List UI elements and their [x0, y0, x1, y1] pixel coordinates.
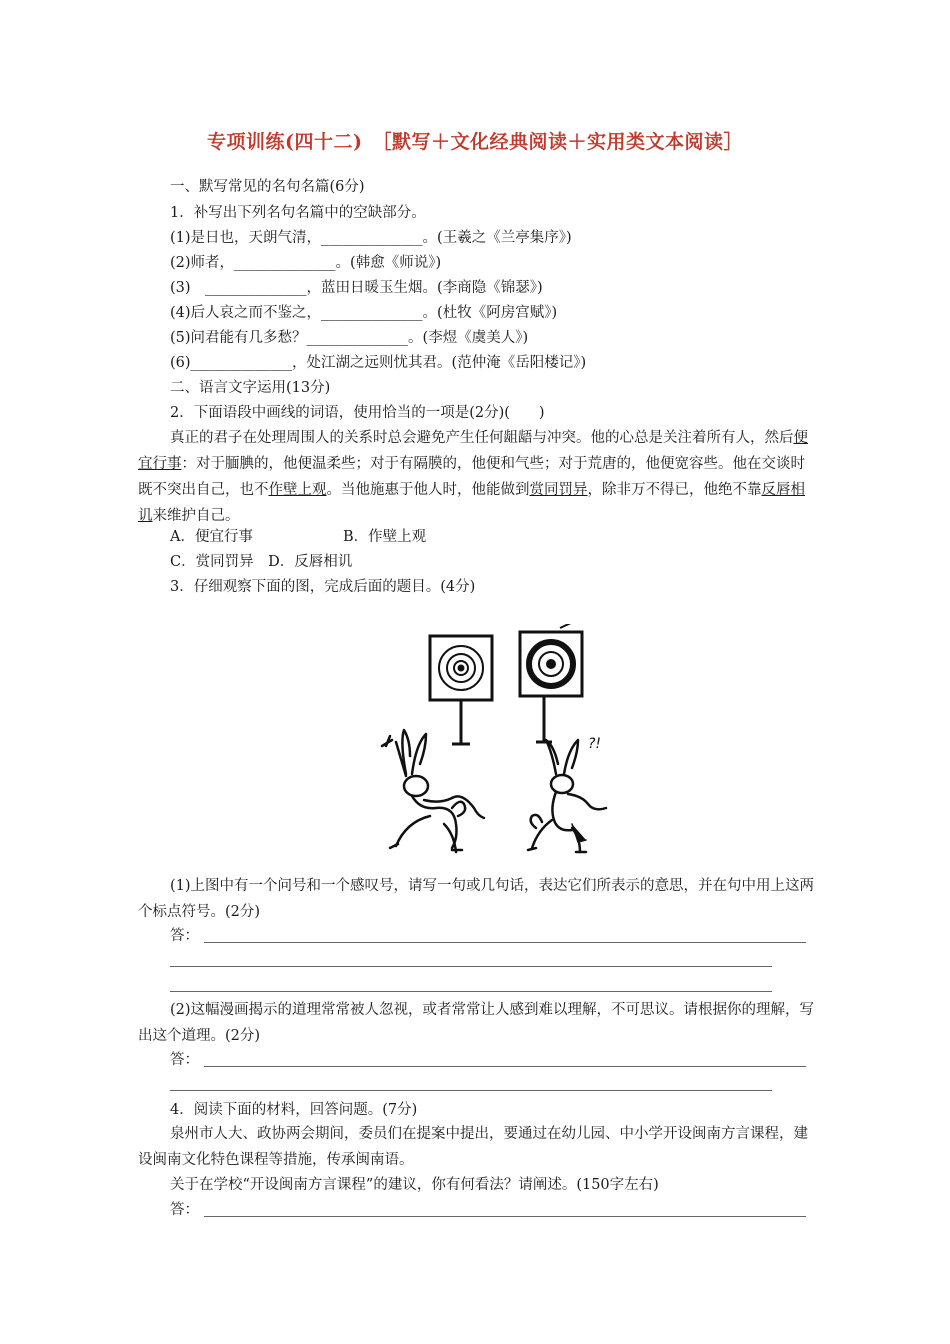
answer-line[interactable] — [170, 1090, 772, 1091]
passage-text-2: ：对于腼腆的，他便温柔些；对于有隔膜的，他便和气些；对于荒唐的，他便宽容些。他在交谈时既不突出自己，也不 — [138, 456, 805, 498]
rabbit-archer-right-icon — [528, 736, 606, 852]
q4-material — [138, 1121, 816, 1173]
answer-line[interactable] — [204, 1066, 806, 1067]
q4-material-text: 泉州市人大、政协两会期间，委员们在提案中提出，要通过在幼儿园、中小学开设闽南方言课程，建设闽南文化特色课程等措施，传承闽南语。 — [138, 1126, 808, 1168]
option-c-d: C．赏同罚异 D．反唇相讥 — [170, 554, 353, 570]
q1-item-6: (6)______________，处江湖之远则忧其君。(范仲淹《岳阳楼记》) — [170, 355, 587, 371]
question-2: 2．下面语段中画线的词语，使用恰当的一项是(2分)( ) — [170, 405, 545, 421]
underlined-word-1: 便宜行事 — [138, 430, 808, 472]
passage-text-3: 。当他施惠于他人时，他能做到 — [326, 482, 530, 498]
q1-item-5: (5)问君能有几多愁？______________。(李煜《虞美人》) — [170, 330, 529, 346]
question-3-1-text: (1)上图中有一个问号和一个感叹号，请写一句或几句话，表达它们所表示的意思，并在句中用上这两个标点符号。(2分) — [138, 878, 815, 920]
question-1: 1．补写出下列名句名篇中的空缺部分。 — [170, 205, 426, 221]
passage-text-4: ，除非万不得已，他绝不靠 — [587, 482, 762, 498]
q4-prompt: 关于在学校“开设闽南方言课程”的建议，你有何看法？请阐述。(150字左右) — [170, 1177, 659, 1193]
target-left-icon — [430, 636, 492, 744]
q1-item-4: (4)后人哀之而不鉴之，______________。(杜牧《阿房宫赋》) — [170, 305, 558, 321]
answer-line[interactable] — [170, 966, 772, 967]
rabbit-archer-left-icon — [382, 730, 484, 852]
cartoon-marks-label: ?! — [588, 736, 602, 752]
q1-item-1: (1)是日也，天朗气清，______________。(王羲之《兰亭集序》) — [170, 230, 572, 246]
underlined-word-3: 赏同罚异 — [529, 482, 588, 498]
target-right-icon — [520, 624, 582, 742]
q1-item-3: (3) ______________，蓝田日暖玉生烟。(李商隐《锦瑟》) — [170, 280, 543, 296]
answer-line[interactable] — [170, 991, 772, 992]
answer-line[interactable] — [204, 942, 806, 943]
q2-passage — [138, 425, 816, 529]
answer-line[interactable] — [204, 1216, 806, 1217]
section2-heading: 二、语言文字运用(13分) — [170, 380, 331, 396]
question-3-2 — [138, 997, 816, 1049]
q1-item-2: (2)师者，______________。(韩愈《师说》) — [170, 255, 442, 271]
page-title: 专项训练(四十二) ［默写＋文化经典阅读＋实用类文本阅读］ — [207, 131, 743, 153]
cartoon-illustration — [360, 624, 620, 860]
underlined-word-2: 作壁上观 — [268, 482, 327, 498]
question-4: 4．阅读下面的材料，回答问题。(7分) — [170, 1102, 418, 1118]
answer-label-3-2: 答： — [170, 1052, 199, 1068]
section1-heading: 一、默写常见的名句名篇(6分) — [170, 179, 365, 195]
underlined-word-4: 反唇相讥 — [138, 482, 805, 524]
passage-text-5: 来维护自己。 — [152, 508, 240, 524]
answer-label-3-1: 答： — [170, 928, 199, 944]
question-3-2-text: (2)这幅漫画揭示的道理常常被人忽视，或者常常让人感到难以理解，不可思议。请根据你的理解，写出这个道理。(2分) — [138, 1002, 815, 1044]
passage-text-1: 真正的君子在处理周围人的关系时总会避免产生任何龃龉与冲突。他的心总是关注着所有人，然后 — [170, 430, 794, 446]
question-3-1 — [138, 873, 816, 925]
question-3: 3．仔细观察下面的图，完成后面的题目。(4分) — [170, 579, 476, 595]
option-b: B．作壁上观 — [343, 529, 427, 545]
option-a: A．便宜行事 — [170, 529, 253, 545]
answer-label-4: 答： — [170, 1202, 199, 1218]
